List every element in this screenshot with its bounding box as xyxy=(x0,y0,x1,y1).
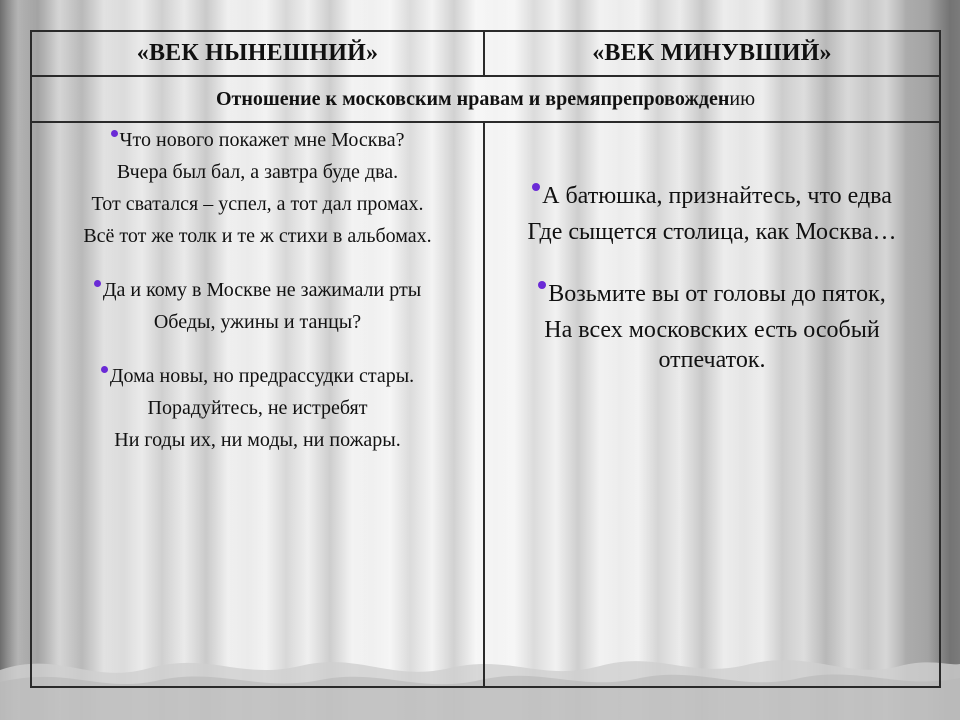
bullet-icon xyxy=(101,366,108,373)
quote-line: Дома новы, но предрассудки стары. xyxy=(38,363,477,389)
quote-line: Порадуйтесь, не истребят xyxy=(147,397,368,419)
left-quotes xyxy=(32,127,483,453)
quote-line: Возьмите вы от головы до пяток, xyxy=(491,279,933,309)
quote-line: На всех московских есть особый отпечаток. xyxy=(544,317,880,373)
quote-line: Обеды, ужины и танцы? xyxy=(153,311,362,333)
right-quotes-cell xyxy=(484,122,940,687)
header-left: «ВЕК НЫНЕШНИЙ» xyxy=(31,31,484,76)
stanza xyxy=(32,127,483,249)
quote-line: Всё тот же толк и те ж стихи в альбомах. xyxy=(83,225,432,247)
stanza xyxy=(485,181,939,247)
quote-line: А батюшка, признайтесь, что едва xyxy=(491,181,933,211)
subheader-tail: ию xyxy=(729,87,756,110)
quote-line: Где сыщется столица, как Москва… xyxy=(527,219,897,245)
bullet-icon xyxy=(538,281,546,289)
subheader xyxy=(31,76,940,122)
quote-line: Что нового покажет мне Москва? xyxy=(38,127,477,153)
left-quotes-cell xyxy=(31,122,484,687)
quote-line: Да и кому в Москве не зажимали рты xyxy=(38,277,477,303)
header-right: «ВЕК МИНУВШИЙ» xyxy=(484,31,940,76)
comparison-table xyxy=(30,30,941,688)
right-quotes xyxy=(485,181,939,375)
quote-line: Ни годы их, ни моды, ни пожары. xyxy=(114,429,401,451)
stanza xyxy=(485,279,939,375)
subheader-bold: Отношение к московским нравам и времяпрепровожден xyxy=(215,87,730,110)
bullet-icon xyxy=(111,130,118,137)
quote-line: Тот сватался – успел, а тот дал промах. xyxy=(91,193,424,215)
bullet-icon xyxy=(94,280,101,287)
stanza xyxy=(32,277,483,335)
bullet-icon xyxy=(532,183,540,191)
stanza xyxy=(32,363,483,453)
quote-line: Вчера был бал, а завтра буде два. xyxy=(116,161,399,183)
